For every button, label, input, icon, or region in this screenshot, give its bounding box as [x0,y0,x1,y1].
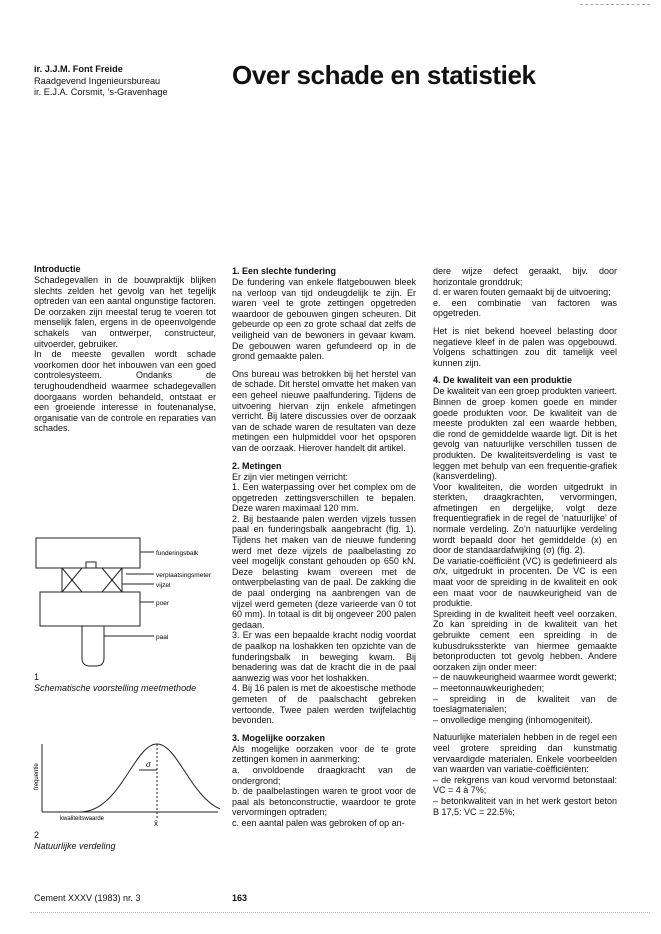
label-funderingsbalk: funderingsbalk [156,550,199,557]
paragraph: 4. Bij 16 palen is met de akoestische methode gemeten of de paalschacht gebreken vertoonde. Twee palen werden twijfelachtig bevonden. [232,683,416,726]
paal-shape [82,626,104,666]
paragraph: 2. Bij bestaande palen werden vijzels tussen paal en funderingsbalk aangebracht (fig. 1). Tijdens het maken van de nieuwe fundering werd met deze vijzels de paalbelasting zo veel mogelijk constant gehouden op 650 kN. Deze belasting kwam overeen met de ontwerpbelasting van de paal. De zakking die de paal onderging na aanbrengen van de vijzel werd gemeten (deze varieerde van 0 tot 60 mm). In totaal is dit bij ongeveer 200 palen gedaan. [232,513,416,630]
paragraph: In de meeste gevallen wordt schade voorkomen door het inbouwen van een goed controlesysteem. Ondanks de terughoudendheid waarmee schadegevallen doorgaans worden behandeld, ontstaat er een groeiende interesse in foutenanalyse, organisatie van de controle en reparaties van schades. [34,349,216,434]
paragraph: De kwaliteit van een groep produkten varieert. Binnen de groep komen goede en minder goede produkten voor. De kwaliteit van de meeste produkten zal een waarde hebben, die rond de gemiddelde waarde ligt. Dit is het gevolg van natuurlijke verschillen tussen de produkten. De kwaliteitsverdeling is vast te leggen met behulp van een frequentie-grafiek (kansverdeling). [433,386,617,482]
label-verplaatsingsmeter: verplaatsingsmeter [156,572,211,579]
section-heading-2: 2. Metingen [232,460,282,471]
paragraph: De fundering van enkele flatgebouwen bleek na verloop van tijd ondeugdelijk te zijn. Er waren veel te grote zettingen opgetreden waardoor de gebouwen gingen scheuren. Dit gebeurde op een zo grote schaal dat zelfs de veiligheid van de bewoners in gevaar kwam. De gebouwen waren gefundeerd op in de grond gemaakte palen. [232,277,416,362]
funderingsbalk-shape [36,538,140,568]
paragraph: c. een aantal palen was gebroken of op an- [232,817,405,828]
label-vijzel: vijzel [156,582,171,589]
mean-label: x̄ [154,819,158,828]
figure-number: 1 [34,672,40,682]
section-heading-1: 1. Een slechte fundering [232,266,337,276]
figure-number: 2 [34,830,40,840]
paragraph: 1. Een waterpassing over het complex om de opgetreden zettingsverschillen te bepalen. Deze waren maximaal 120 mm. [232,482,416,514]
figure-1-diagram [34,518,224,668]
paragraph: b. de paalbelastingen waren te groot voor de paal als betonconstructie, waardoor te grote vervormingen optraden; [232,786,416,818]
author-1: ir. J.J.M. Font Freide [34,64,123,74]
section-heading-3: 3. Mogelijke oorzaken [232,732,326,743]
figure-1-caption [34,672,196,694]
list-item: – de nauwkeurigheid waarmee wordt gewerkt; [433,672,617,683]
figure-2-normal-distribution [30,740,220,830]
paragraph: e. een combinatie van factoren was opgetreden. [433,297,617,319]
list-item: – onvolledige menging (inhomogeniteit). [433,714,593,725]
author-affiliation: Raadgevend Ingenieursbureau [34,75,161,86]
paragraph: Schadegevallen in de bouwpraktijk blijken slechts zelden het gevolg van het tegelijk optreden van een aantal ongunstige factoren. De oorzaken zijn meestal terug te voeren tot menselijk falen, ergens in de opeenvolgende schakels van ontwerper, constructeur, uitvoerder, gebruiker. [34,275,216,349]
paragraph: dere wijze defect geraakt, bijv. door horizontale gronddruk; [433,266,617,287]
normal-curve [80,744,220,812]
column-1 [34,264,216,441]
list-item: – meetonnauwkeurigheden; [433,682,545,693]
caption-text: Schematische voorstelling meetmethode [34,683,197,693]
paragraph: Ons bureau was betrokken bij het herstel van de schade. Dit herstel omvatte het maken van een geheel nieuwe paalfundering. Tijdens de uitvoering hiervan zijn enkele afmetingen verricht. Bij latere discussies over de oorzaak van de schade waren de resultaten van deze metingen een hulpmiddel voor het opsporen van de oorzaak. Hierover handelt dit artikel. [232,368,416,453]
journal-footer: Cement XXXV (1983) nr. 3 [34,893,141,903]
figure-2-caption [34,830,116,852]
x-axis-label: kwaliteitswaarde [60,816,105,822]
paragraph: Voor kwaliteiten, die worden uitgedrukt in sterkten, draagkrachten, vervormingen, afmetingen en dergelijke, volgt deze frequentiegrafiek in de regel de ‘natuurlijke’ of normale verdeling. Zo’n natuurlijke verdeling wordt bepaald door het gemiddelde (x) en door de standaardafwijking (σ) (fig. 2). [433,481,617,556]
paragraph: a. onvoldoende draagkracht van de ondergrond; [232,764,416,786]
sigma-label: σ [146,760,151,769]
top-rule [580,4,650,5]
label-paal: paal [156,634,169,641]
y-axis-label: frequentie [34,763,40,790]
author-2: ir. E.J.A. Corsmit, ’s-Gravenhage [34,87,168,97]
paragraph: De variatie-coëfficiënt (VC) is gedefinieerd als σ/x, uitgedrukt in procenten. De VC is een maat voor de spreiding in de kwaliteit en ook een maat voor de nauwkeurigheid van de produktie. [433,555,617,609]
label-poer: poer [156,600,170,607]
paragraph: d. er waren fouten gemaakt bij de uitvoering; [433,287,611,298]
paragraph: Natuurlijke materialen hebben in de regel een veel grotere spreiding dan kunstmatig vervaardigde materialen. Enkele voorbeelden van waarden van variatie-coëfficiënten: [433,732,617,775]
vijzel-shape [62,568,122,592]
paragraph: Het is niet bekend hoeveel belasting door negatieve kleef in de palen was opgebouwd. Volgens schattingen zou dit tamelijk veel kunnen zijn. [433,325,617,368]
paragraph: Spreiding in de kwaliteit heeft veel oorzaken. Zo kan spreiding in de kwaliteit van het gebruikte cement een spreiding in de kubusdrukssterkte van hiermee gemaakte betonproducten tot gevolg hebben. Andere oorzaken zijn onder meer: [433,608,617,672]
list-item: – de rekgrens van koud vervormd betonstaal: VC = 4 à 7%; [433,774,617,796]
page-number: 163 [232,893,248,903]
column-2 [232,266,416,829]
caption-text: Natuurlijke verdeling [34,841,116,851]
paragraph: Er zijn vier metingen verricht: [232,471,349,482]
bottom-rule [30,912,650,913]
list-item: – betonkwaliteit van in het werk gestort beton B 17,5: VC = 22.5%; [433,795,617,817]
poer-shape [40,592,140,626]
section-heading-4: 4. De kwaliteit van een produktie [433,375,573,386]
paragraph: Als mogelijke oorzaken voor de te grote zettingen komen in aanmerking: [232,743,416,765]
list-item: – spreiding in de kwaliteit van de toeslagmaterialen; [433,693,617,715]
author-block [34,64,168,99]
column-3 [433,266,617,817]
section-heading-introductie: Introductie [34,264,81,274]
paragraph: 3. Er was een bepaalde kracht nodig voordat de paalkop na loshakken ten opzichte van de funderingsbalk in beweging kwam. Bij benadering was dat de kracht die in de paal aanwezig was voor het loshakken. [232,630,416,683]
article-title: Over schade en statistiek [232,60,536,90]
